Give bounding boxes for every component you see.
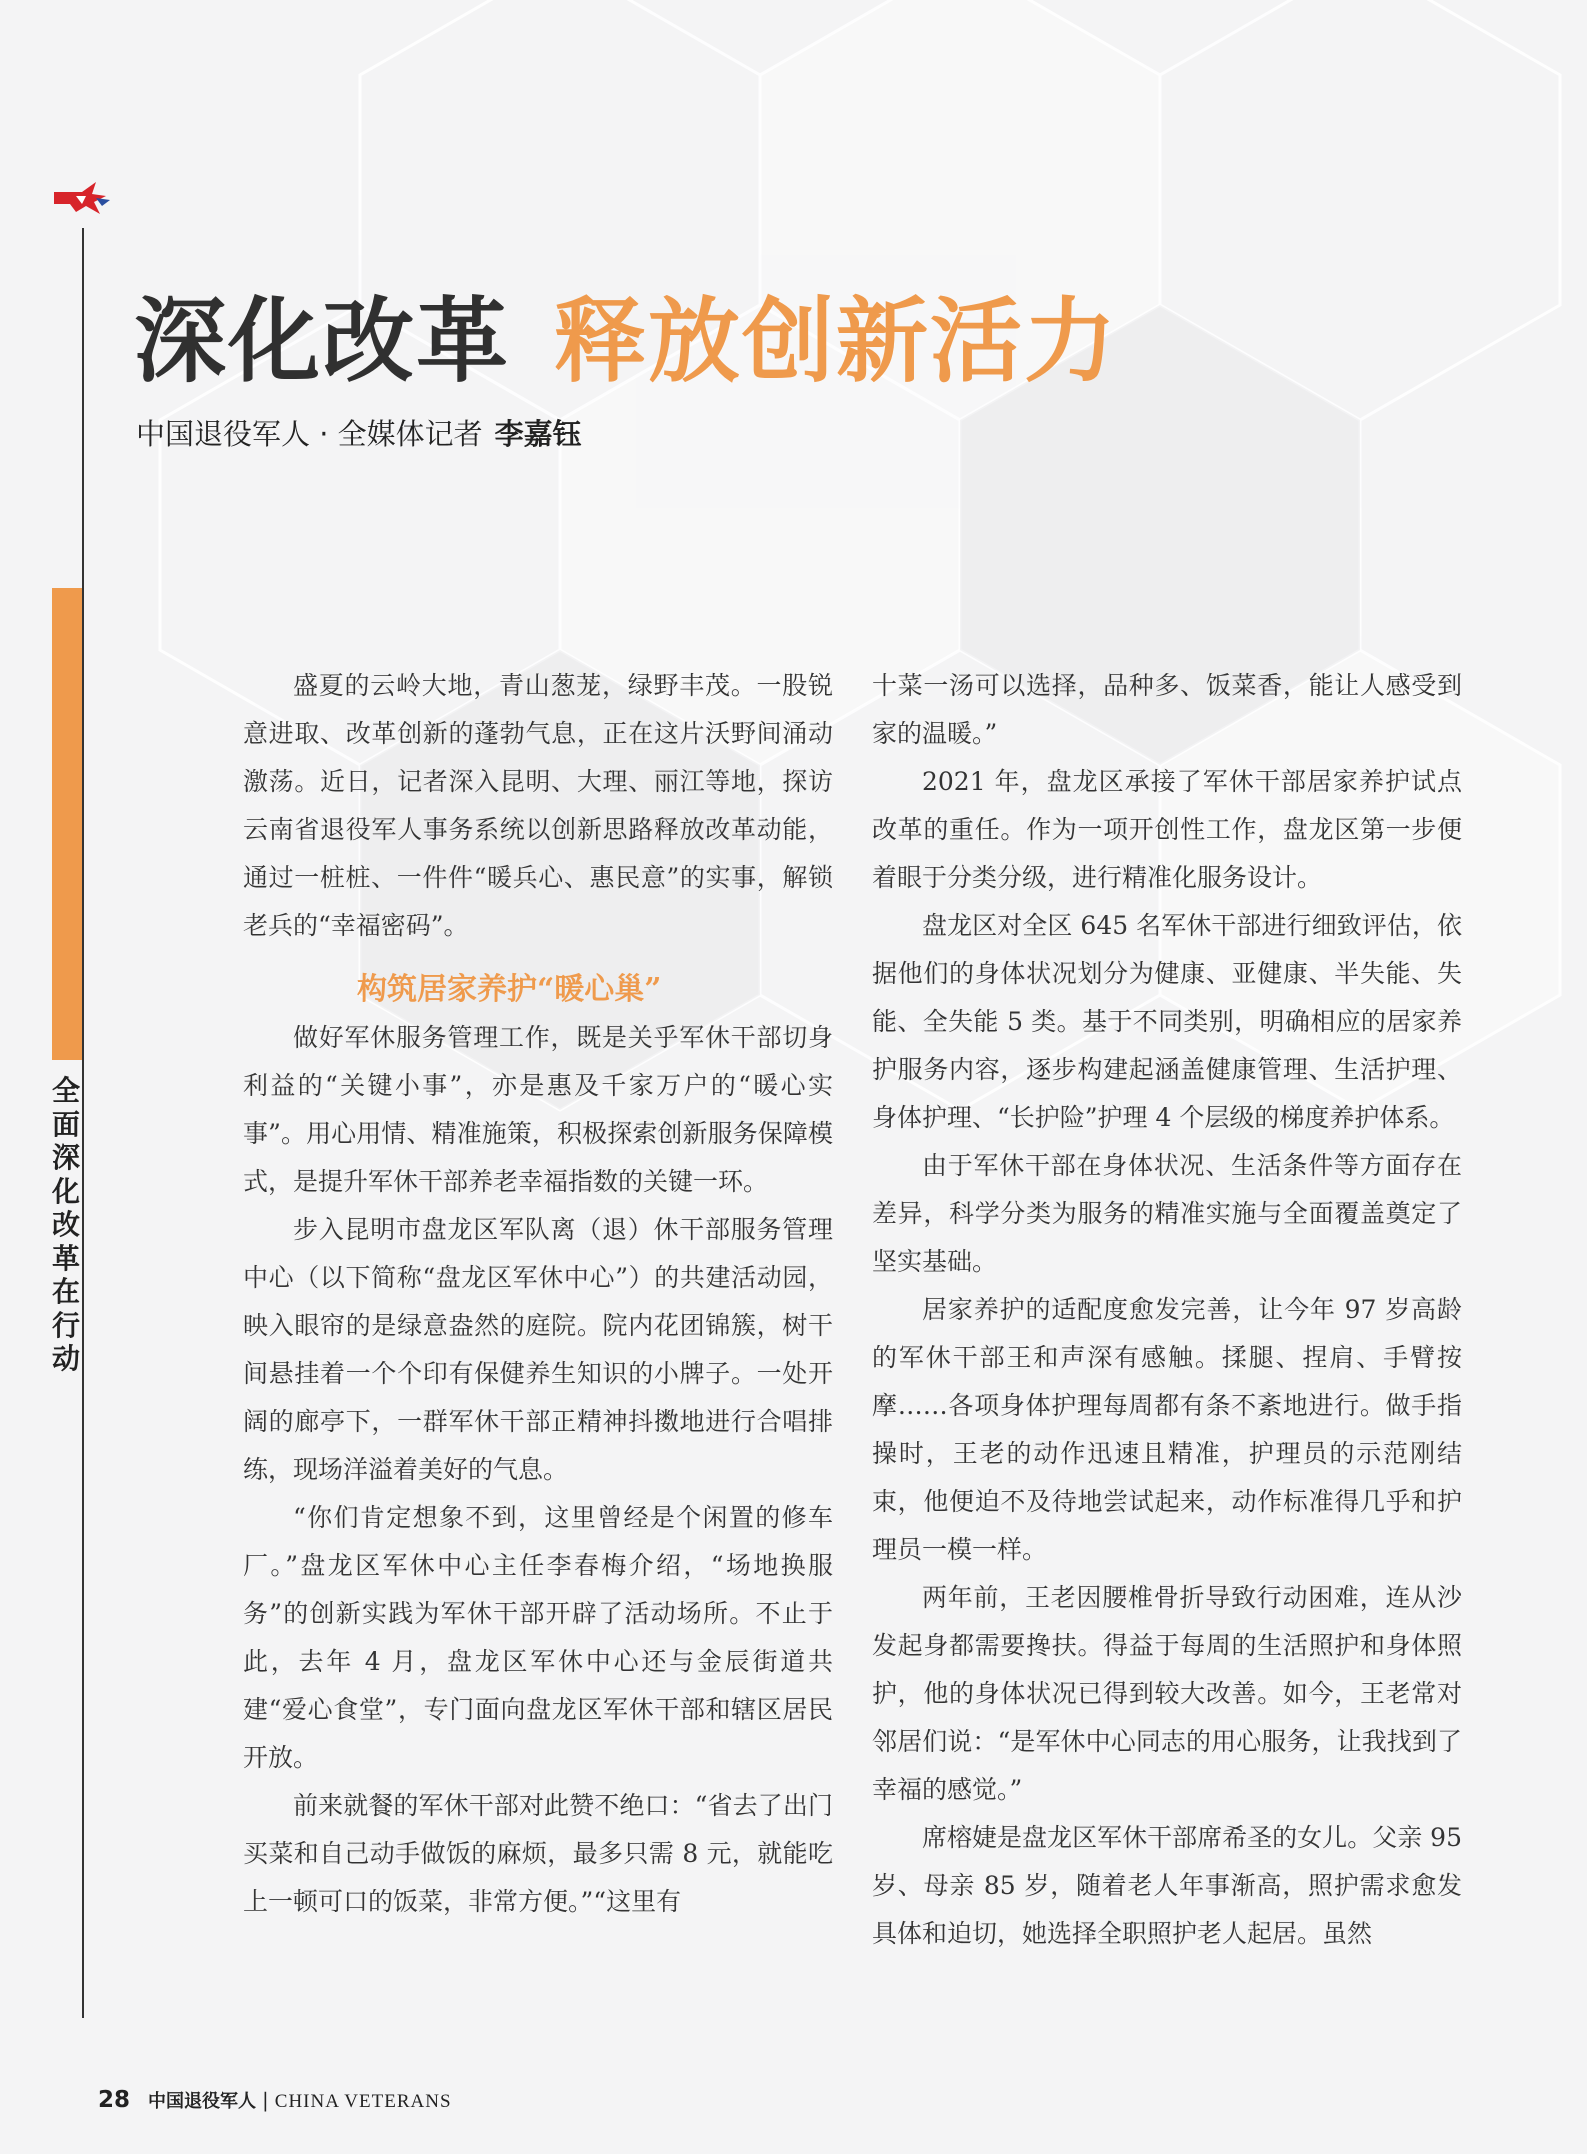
paragraph: 居家养护的适配度愈发完善，让今年 97 岁高龄的军休干部王和声深有感触。揉腿、捏肩、手臂按摩……各项身体护理每周都有条不紊地进行。做手指操时，王老的动作迅速且精准，护理员的示范刚结束，他便迫不及待地尝试起来，动作标准得几乎和护理员一模一样。 [872,1295,1462,1564]
paragraph: “你们肯定想象不到，这里曾经是个闲置的修车厂。”盘龙区军休中心主任李春梅介绍，“场地换服务”的创新实践为军休干部开辟了活动场所。不止于此，去年 4 月，盘龙区军休中心还与金辰街道共建“爱心食堂”，专门面向盘龙区军休干部和辖区居民开放。 [243,1503,833,1772]
paragraph-continued: 十菜一汤可以选择，品种多、饭菜香，能让人感受到家的温暖。” [872,671,1462,748]
byline-prefix: 中国退役军人 · 全媒体记者 [136,417,483,451]
magazine-name-en: CHINA VETERANS [274,2091,452,2112]
title-part-1: 深化改革 [134,287,511,395]
section-heading: 构筑居家养护“暖心巢” [357,972,662,1007]
byline [136,414,582,454]
page-footer [98,2086,452,2116]
paragraph: 盘龙区对全区 645 名军休干部进行细致评估，依据他们的身体状况划分为健康、亚健康、半失能、失能、全失能 5 类。基于不同类别，明确相应的居家养护服务内容，逐步构建起涵盖健康管理、生活护理、身体护理、“长护险”护理 4 个层级的梯度养护体系。 [872,911,1462,1132]
paragraph: 前来就餐的军休干部对此赞不绝口：“省去了出门买菜和自己动手做饭的麻烦，最多只需 8 元，就能吃上一顿可口的饭菜，非常方便。”“这里有 [243,1791,833,1916]
paragraph: 两年前，王老因腰椎骨折导致行动困难，连从沙发起身都需要搀扶。得益于每周的生活照护和身体照护，他的身体状况已得到较大改善。如今，王老常对邻居们说：“是军休中心同志的用心服务，让我找到了幸福的感觉。” [872,1583,1462,1804]
paragraph: 做好军休服务管理工作，既是关乎军休干部切身利益的“关键小事”，亦是惠及千家万户的“暖心实事”。用心用情、精准施策，积极探索创新服务保障模式，是提升军休干部养老幸福指数的关键一环。 [243,1023,833,1196]
paragraph: 步入昆明市盘龙区军队离（退）休干部服务管理中心（以下简称“盘龙区军休中心”）的共建活动园，映入眼帘的是绿意盎然的庭院。院内花团锦簇，树干间悬挂着一个个印有保健养生知识的小牌子。一处开阔的廊亭下，一群军休干部正精神抖擞地进行合唱排练，现场洋溢着美好的气息。 [243,1215,833,1484]
section-label: 全面深化改革在行动 [51,1074,80,1375]
paragraph: 2021 年，盘龙区承接了军休干部居家养护试点改革的重任。作为一项开创性工作，盘龙区第一步便着眼于分类分级，进行精准化服务设计。 [872,767,1462,892]
right-column [872,662,1462,1958]
paragraph: 席榕婕是盘龙区军休干部席希圣的女儿。父亲 95 岁、母亲 85 岁，随着老人年事渐高，照护需求愈发具体和迫切，她选择全职照护老人起居。虽然 [872,1823,1462,1948]
left-column [243,662,833,1926]
paragraph: 盛夏的云岭大地，青山葱茏，绿野丰茂。一股锐意进取、改革创新的蓬勃气息，正在这片沃野间涌动激荡。近日，记者深入昆明、大理、丽江等地，探访云南省退役军人事务系统以创新思路释放改革动能，通过一桩桩、一件件“暖兵心、惠民意”的实事，解锁老兵的“幸福密码”。 [243,671,833,940]
magazine-name-cn: 中国退役军人 [148,2091,257,2112]
footer-separator: | [262,2088,269,2112]
paragraph: 由于军休干部在身体状况、生活条件等方面存在差异，科学分类为服务的精准实施与全面覆盖奠定了坚实基础。 [872,1151,1462,1276]
section-accent-bar [52,588,82,1060]
byline-author: 李嘉钰 [494,417,582,451]
title-part-2: 释放创新活力 [554,287,1119,395]
article-title [134,286,1118,396]
page-number: 28 [98,2087,131,2113]
china-veterans-logo-icon [52,178,112,218]
